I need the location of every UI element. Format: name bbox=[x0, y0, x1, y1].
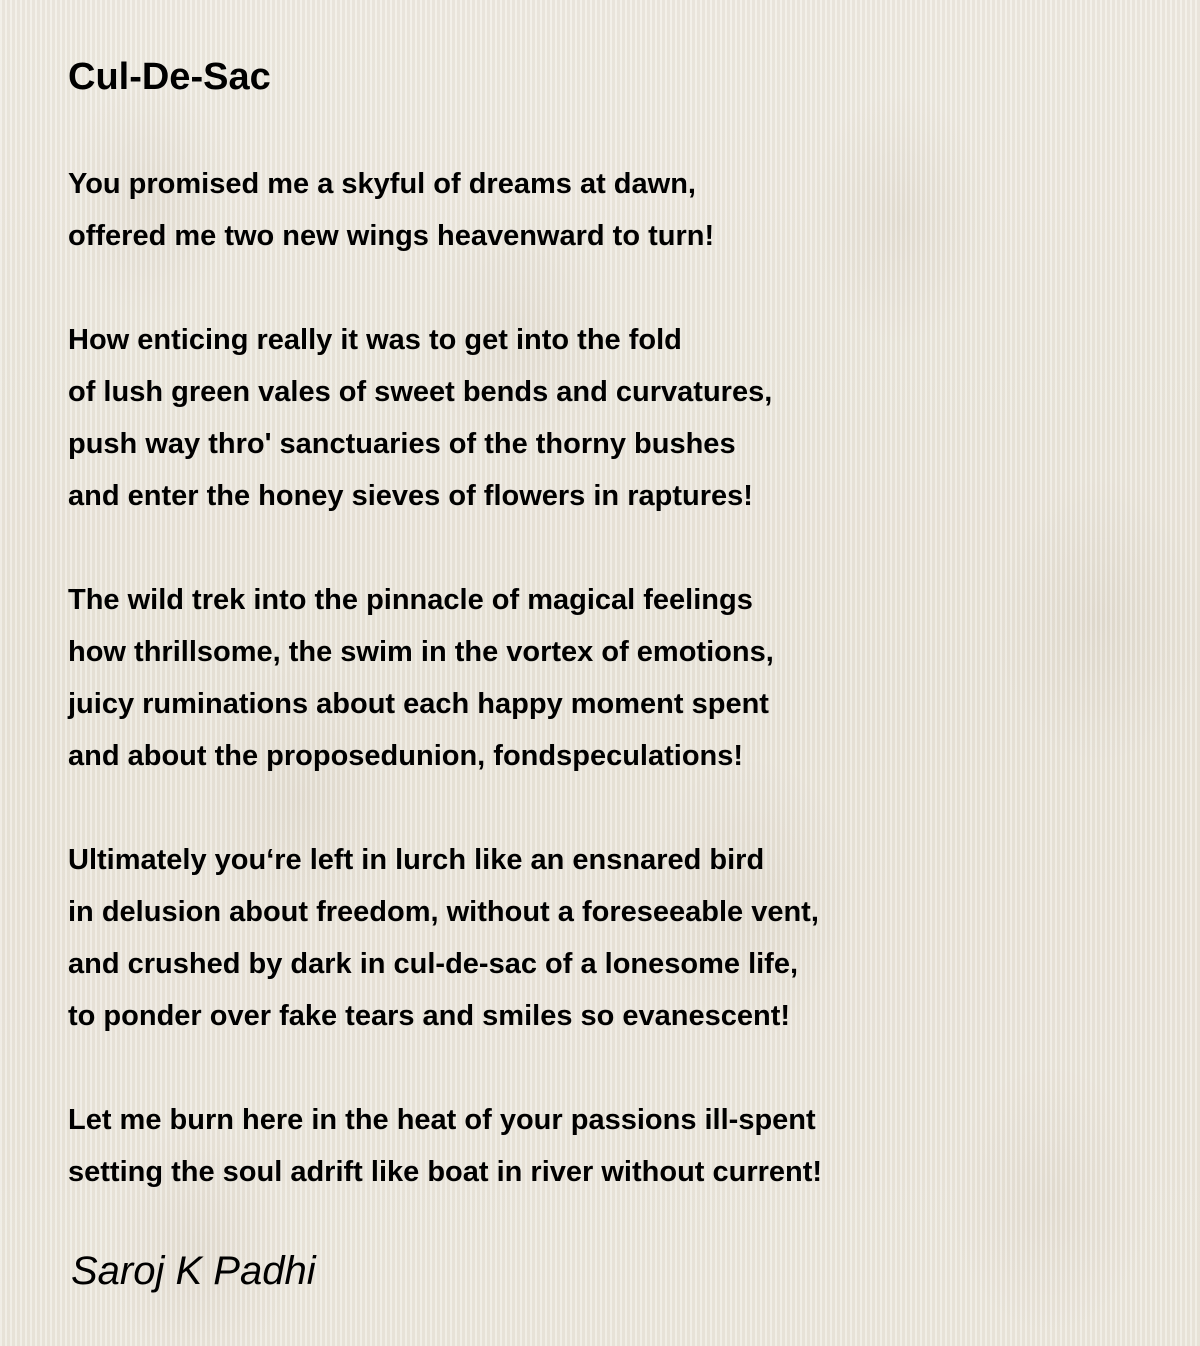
poem-line: and about the proposedunion, fondspeculations! bbox=[68, 740, 744, 772]
poem-line: and crushed by dark in cul-de-sac of a lonesome life, bbox=[68, 948, 799, 980]
poem-line: in delusion about freedom, without a foreseeable vent, bbox=[68, 896, 819, 928]
poem-title: Cul-De-Sac bbox=[68, 56, 271, 98]
poem-line: The wild trek into the pinnacle of magical feelings bbox=[68, 584, 753, 616]
poem-line: setting the soul adrift like boat in river without current! bbox=[68, 1156, 823, 1188]
poem-line: how thrillsome, the swim in the vortex of emotions, bbox=[68, 636, 774, 668]
poem-container bbox=[68, 48, 1168, 1198]
poem-line: push way thro' sanctuaries of the thorny bushes bbox=[68, 428, 736, 460]
stanza-1 bbox=[68, 158, 1168, 262]
poem-line: and enter the honey sieves of flowers in raptures! bbox=[68, 480, 753, 512]
stanza-5 bbox=[68, 1094, 1168, 1198]
stanza-2 bbox=[68, 314, 1168, 522]
poem-line: Let me burn here in the heat of your passions ill-spent bbox=[68, 1104, 816, 1136]
poem-line: to ponder over fake tears and smiles so evanescent! bbox=[68, 1000, 791, 1032]
poem-line: of lush green vales of sweet bends and curvatures, bbox=[68, 376, 773, 408]
poem-line: juicy ruminations about each happy moment spent bbox=[68, 688, 769, 720]
poem-line: You promised me a skyful of dreams at dawn, bbox=[68, 168, 696, 200]
stanza-4 bbox=[68, 834, 1168, 1042]
poem-author: Saroj K Padhi bbox=[71, 1249, 316, 1293]
poem-line: How enticing really it was to get into the fold bbox=[68, 324, 682, 356]
poem-line: Ultimately you‘re left in lurch like an ensnared bird bbox=[68, 844, 765, 876]
poem-body bbox=[68, 158, 1168, 1198]
stanza-3 bbox=[68, 574, 1168, 782]
poem-line: offered me two new wings heavenward to turn! bbox=[68, 220, 715, 252]
